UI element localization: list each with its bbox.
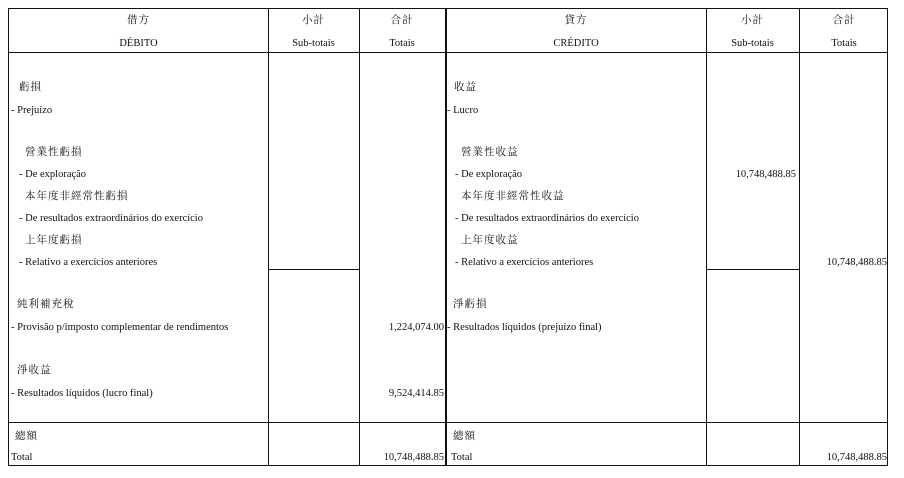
total-header-pt: Totais [831, 38, 857, 49]
debit-tax-zh: 純利補充稅 [17, 299, 75, 310]
col-divider [706, 9, 707, 465]
credit-netloss-pt: - Resultados líquidos (prejuízo final) [447, 322, 602, 333]
credit-op-pt: - De exploração [455, 169, 523, 180]
debit-extra-pt: - De resultados extraordinários do exercício [19, 213, 203, 224]
debit-tax-pt: - Provisão p/imposto complementar de rendimentos [11, 322, 229, 333]
col-divider [799, 9, 800, 465]
debit-tax-total: 1,224,074.00 [388, 322, 444, 333]
subtotal-rule-credit [706, 269, 799, 270]
account-table [8, 8, 888, 466]
debit-net-total: 9,524,414.85 [388, 388, 444, 399]
credit-profit-pt: - Lucro [447, 105, 479, 116]
credit-op-zh: 營業性收益 [461, 147, 519, 158]
credit-sum-zh: 總額 [453, 431, 476, 442]
subtotal-header-zh: 小計 [302, 15, 325, 26]
subtotal-rule-debit [268, 269, 359, 270]
credit-header-zh: 貸方 [564, 15, 588, 26]
total-rule [9, 422, 887, 423]
subtotal-header-pt: Sub-totais [292, 38, 335, 49]
subtotal-header-zh: 小計 [741, 15, 764, 26]
credit-op-subtotal: 10,748,488.85 [735, 169, 796, 180]
debit-sum-total: 10,748,488.85 [383, 452, 444, 463]
col-divider [268, 9, 269, 465]
credit-header-pt: CRÉDITO [553, 38, 599, 49]
debit-prev-pt: - Relativo a exercícios anteriores [19, 257, 158, 268]
debit-loss-zh: 虧損 [19, 82, 42, 93]
subtotal-header-pt: Sub-totais [731, 38, 774, 49]
credit-sum-pt: Total [451, 452, 473, 463]
debit-header-zh: 借方 [127, 15, 150, 26]
total-header-zh: 合計 [832, 15, 856, 26]
credit-prev-total: 10,748,488.85 [826, 257, 887, 268]
debit-header-pt: DÉBITO [119, 38, 158, 49]
credit-extra-zh: 本年度非經常性收益 [461, 191, 565, 202]
total-header-pt: Totais [389, 38, 415, 49]
debit-net-zh: 淨收益 [17, 365, 52, 376]
credit-extra-pt: - De resultados extraordinários do exercício [455, 213, 639, 224]
debit-loss-pt: - Prejuízo [11, 105, 53, 116]
debit-sum-zh: 總額 [15, 431, 38, 442]
total-header-zh: 合計 [390, 15, 414, 26]
credit-sum-total: 10,748,488.85 [826, 452, 887, 463]
credit-netloss-zh: 淨虧損 [453, 299, 488, 310]
debit-op-pt: - De exploração [19, 169, 87, 180]
debit-sum-pt: Total [11, 452, 33, 463]
credit-prev-pt: - Relativo a exercícios anteriores [455, 257, 594, 268]
header-rule [9, 52, 887, 53]
credit-prev-zh: 上年度收益 [461, 235, 519, 246]
debit-op-zh: 營業性虧損 [25, 147, 83, 158]
debit-extra-zh: 本年度非經常性虧損 [25, 191, 129, 202]
debit-prev-zh: 上年度虧損 [25, 235, 83, 246]
credit-profit-zh: 收益 [454, 82, 477, 93]
debit-net-pt: - Resultados líquidos (lucro final) [11, 388, 153, 399]
col-divider-center [445, 9, 447, 465]
